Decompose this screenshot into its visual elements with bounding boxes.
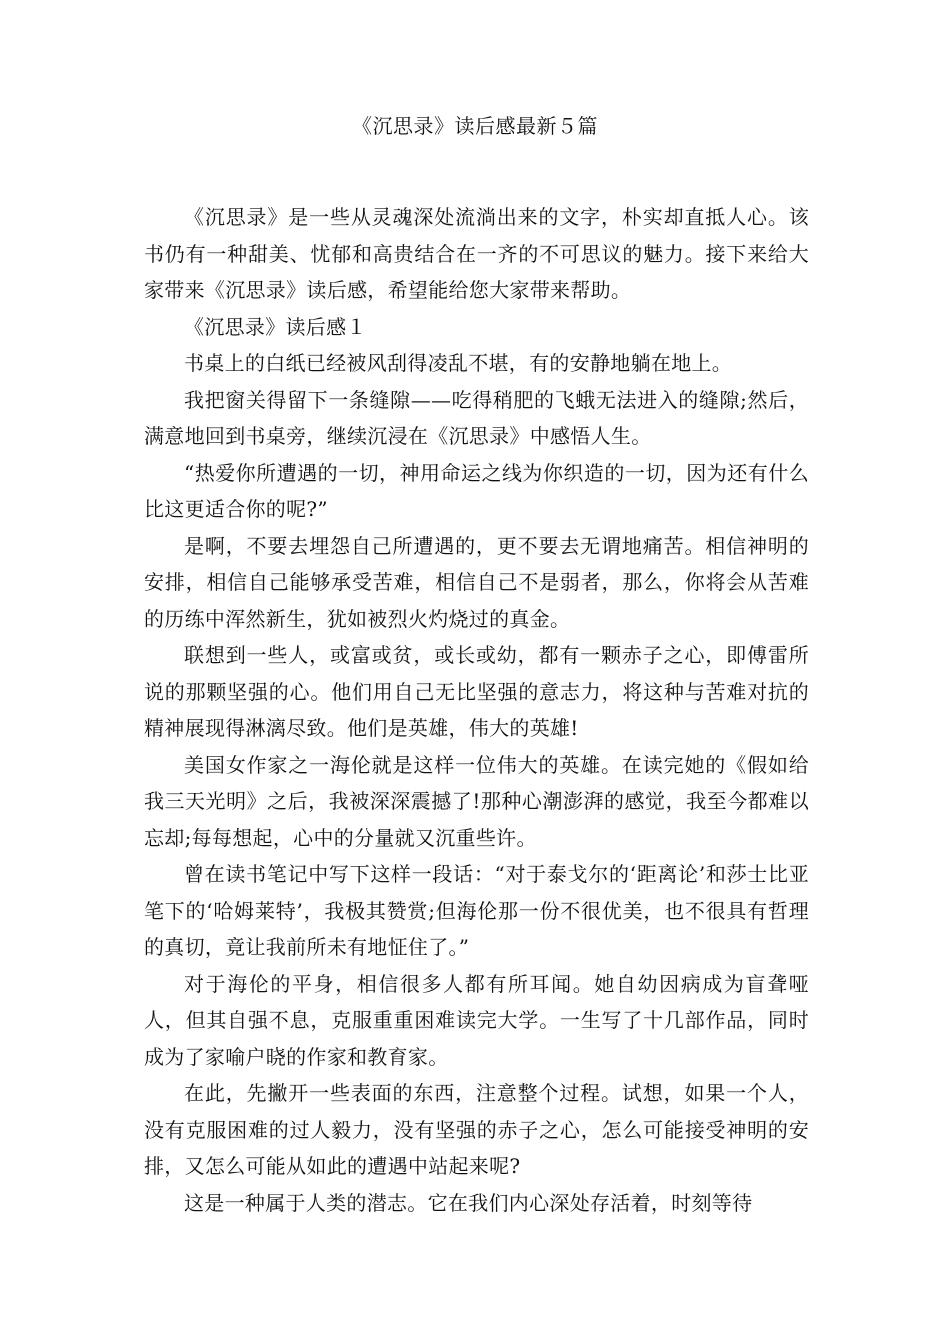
paragraph: 我把窗关得留下一条缝隙——吃得稍肥的飞蛾无法进入的缝隙;然后，满意地回到书桌旁，继续沉浸在《沉思录》中感悟人生。 [144, 387, 809, 448]
paragraph-intro: 《沉思录》是一些从灵魂深处流淌出来的文字，朴实却直抵人心。该书仍有一种甜美、忧郁和高贵结合在一齐的不可思议的魅力。接下来给大家带来《沉思录》读后感，希望能给您大家带来帮助。 [144, 205, 809, 302]
paragraph: 对于海伦的平身，相信很多人都有所耳闻。她自幼因病成为盲聋哑人，但其自强不息，克服重重困难读完大学。一生写了十几部作品，同时成为了家喻户晓的作家和教育家。 [144, 971, 809, 1069]
document-title: 《沉思录》读后感最新５篇 [352, 114, 598, 138]
paragraph: 是啊，不要去埋怨自己所遭遇的，更不要去无谓地痛苦。相信神明的安排，相信自己能够承受苦难，相信自己不是弱者，那么，你将会从苦难的历练中浑然新生，犹如被烈火灼烧过的真金。 [144, 533, 809, 631]
paragraph: 美国女作家之一海伦就是这样一位伟大的英雄。在读完她的《假如给我三天光明》之后，我被深深震撼了!那种心潮澎湃的感觉，我至今都难以忘却;每每想起，心中的分量就又沉重些许。 [144, 752, 809, 850]
paragraph: 在此，先撇开一些表面的东西，注意整个过程。试想，如果一个人，没有克服困难的过人毅力，没有坚强的赤子之心，怎么可能接受神明的安排，又怎么可能从如此的遭遇中站起来呢? [144, 1081, 809, 1178]
paragraph: 书桌上的白纸已经被风刮得凌乱不堪，有的安静地躺在地上。 [184, 351, 733, 375]
paragraph: 曾在读书笔记中写下这样一段话：“对于泰戈尔的‘距离论’和莎士比亚笔下的‘哈姆莱特’，我极其赞赏;但海伦那一份不很优美，也不很具有哲理的真切，竟让我前所未有地怔住了。” [144, 862, 809, 959]
paragraph: 联想到一些人，或富或贫，或长或幼，都有一颗赤子之心，即傅雷所说的那颗坚强的心。他们用自己无比坚强的意志力，将这种与苦难对抗的精神展现得淋漓尽致。他们是英雄，伟大的英雄! [144, 643, 809, 740]
paragraph: 这是一种属于人类的潜志。它在我们内心深处存活着，时刻等待 [184, 1190, 753, 1215]
section-heading: 《沉思录》读后感１ [184, 314, 367, 339]
paragraph-quote: “热爱你所遭遇的一切，神用命运之线为你织造的一切，因为还有什么比这更适合你的呢?” [144, 460, 809, 521]
document-body [144, 199, 809, 1221]
